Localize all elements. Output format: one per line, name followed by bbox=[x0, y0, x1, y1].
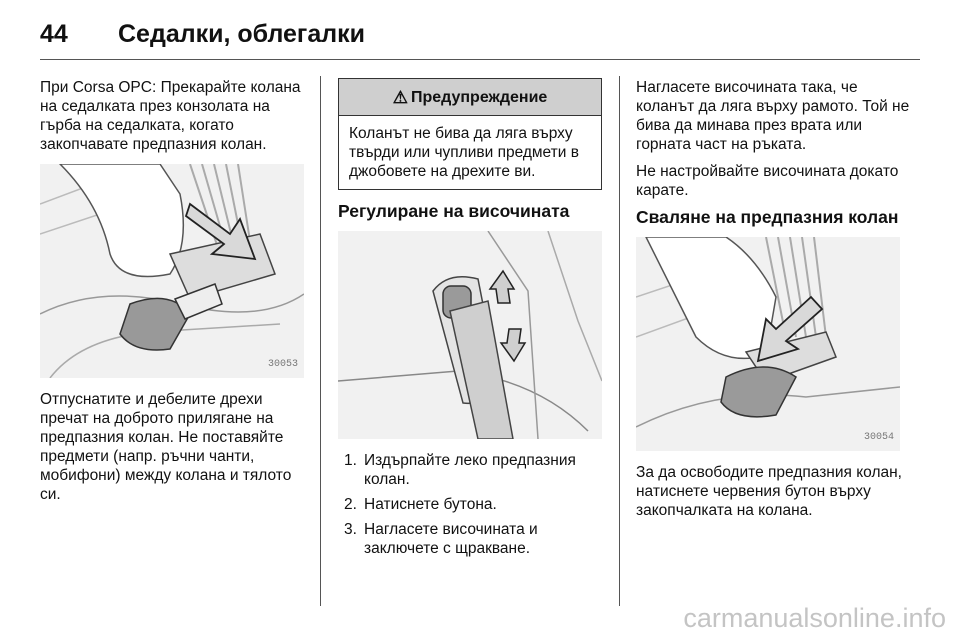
warning-title: Предупреждение bbox=[410, 88, 548, 106]
page-number: 44 bbox=[40, 20, 68, 48]
column-divider-1 bbox=[320, 76, 321, 606]
figure-number: 30053 bbox=[267, 359, 298, 370]
column-divider-2 bbox=[619, 76, 620, 606]
step-2: 2. Натиснете бутона. bbox=[344, 496, 497, 513]
no-adjust-while-driving-paragraph: Не настройвайте височината докато карате. bbox=[636, 163, 899, 199]
column-3 bbox=[636, 78, 920, 528]
page-title: Седалки, облегалки bbox=[118, 20, 366, 48]
buckle-fastening-illustration bbox=[40, 164, 304, 378]
warning-box bbox=[338, 78, 602, 190]
step-3: 3. Нагласете височината и заключете с щракване. bbox=[344, 521, 538, 557]
release-paragraph: За да освободите предпазния колан, натиснете червения бутон върху закопчалката на колана. bbox=[636, 464, 902, 519]
intro-paragraph: При Corsa OPC: Прекарайте колана на седалката през конзолата на гърба на седалката, когато закопчавате предпазния колан. bbox=[40, 79, 301, 153]
step-1: 1. Издърпайте леко предпазния колан. bbox=[344, 452, 576, 488]
height-adjuster-illustration bbox=[338, 231, 602, 439]
page-header bbox=[40, 8, 920, 56]
watermark: carmanualsonline.info bbox=[683, 603, 946, 633]
clothing-paragraph: Отпуснатите и дебелите дрехи пречат на доброто прилягане на предпазния колан. Не поставяйте предмети (напр. ръчни чанти, мобифони) между колана и тялото си. bbox=[40, 391, 292, 503]
remove-belt-heading: Сваляне на предпазния колан bbox=[636, 207, 899, 227]
buckle-release-illustration bbox=[636, 237, 900, 451]
header-rule bbox=[40, 59, 920, 60]
warning-body: Коланът не бива да ляга върху твърди или чупливи предмети в джобовете на дрехите ви. bbox=[349, 125, 579, 180]
steps-list bbox=[338, 451, 602, 558]
height-adjust-heading: Регулиране на височината bbox=[338, 201, 570, 221]
height-advice-paragraph: Нагласете височината така, че коланът да ляга върху рамото. Той не бива да минава през врата или горната част на ръката. bbox=[636, 79, 910, 153]
warning-header bbox=[339, 79, 601, 116]
warning-triangle-icon: ⚠ bbox=[392, 87, 408, 107]
column-1 bbox=[40, 78, 304, 512]
figure-number: 30054 bbox=[863, 432, 894, 443]
column-2 bbox=[338, 78, 602, 564]
